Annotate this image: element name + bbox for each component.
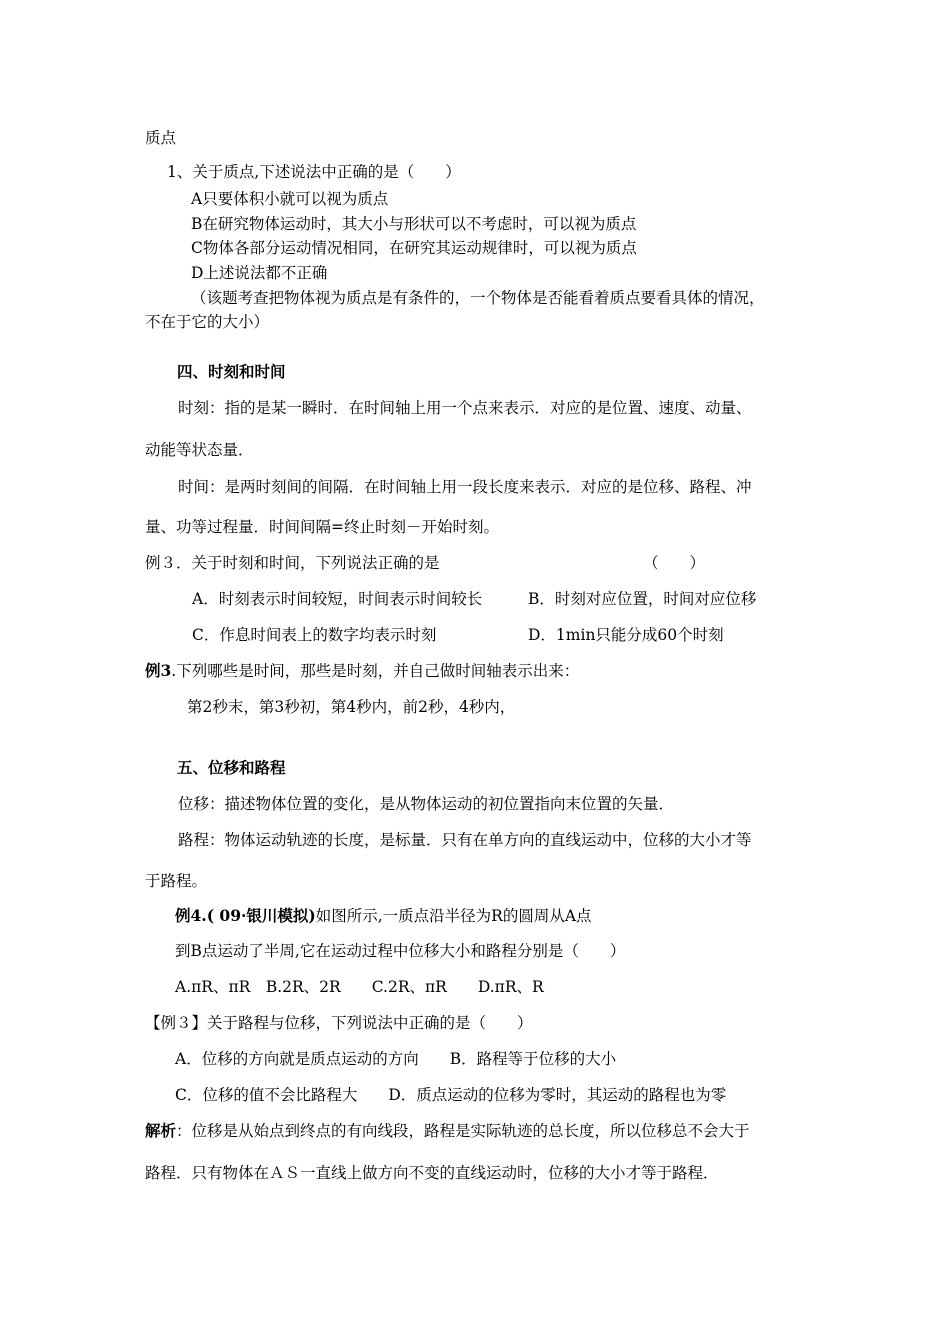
question-1-option-c: C物体各部分运动情况相同，在研究其运动规律时，可以视为质点 [191, 239, 637, 257]
weiyi-definition: 位移：描述物体位置的变化，是从物体运动的初位置指向末位置的矢量． [178, 795, 675, 813]
example-3b-line [145, 661, 579, 681]
shijian-definition-line2: 量、功等过程量．时间间隔=终止时刻－开始时刻。 [145, 518, 499, 536]
example-4-stem-line2: 到B点运动了半周,它在运动过程中位移大小和路程分别是（ ） [175, 942, 626, 960]
example-3b-items: 第2秒末，第3秒初，第4秒内，前2秒，4秒内， [187, 698, 516, 716]
example-4-options: A.πR、πR B.2R、2R C.2R、πR D.πR、R [175, 978, 544, 996]
example-4-stem-1: 如图所示,一质点沿半径为R的圆周从A点 [315, 907, 592, 925]
example-3b-stem: .下列哪些是时间，那些是时刻，并自己做时间轴表示出来： [171, 662, 580, 680]
shijian-definition-line1: 时间：是两时刻间的间隔．在时间轴上用一段长度来表示．对应的是位移、路程、冲 [178, 478, 752, 496]
question-1-option-d: D上述说法都不正确 [191, 264, 328, 282]
example-4-label: 例4 [175, 906, 202, 925]
question-1-option-a: A只要体积小就可以视为质点 [191, 190, 389, 208]
section-4-title: 四、时刻和时间 [177, 362, 286, 381]
example-3a-option-c: C．作息时间表上的数字均表示时刻 [192, 626, 437, 644]
example-3a-option-a: A．时刻表示时间较短，时间表示时间较长 [192, 590, 483, 608]
section-5-title: 五、位移和路程 [177, 758, 286, 777]
example-3a-stem: 例３．关于时刻和时间，下列说法正确的是 [145, 554, 440, 572]
example-3c-options-cd: C．位移的值不会比路程大 D．质点运动的位移为零时，其运动的路程也为零 [175, 1086, 727, 1104]
example-3c-stem: 【例３】关于路程与位移，下列说法中正确的是（ ） [145, 1014, 533, 1032]
lucheng-definition-line1: 路程：物体运动轨迹的长度，是标量．只有在单方向的直线运动中，位移的大小才等 [178, 831, 752, 849]
example-4-source: .( 09·银川模拟) [201, 906, 316, 925]
shike-definition-line1: 时刻：指的是某一瞬时．在时间轴上用一个点来表示．对应的是位置、速度、动量、 [178, 399, 752, 417]
example-3b-label: 例3 [145, 661, 172, 680]
analysis-text-1: ：位移是从始点到终点的有向线段，路程是实际轨迹的总长度，所以位移总不会大于 [176, 1122, 750, 1140]
question-1-note-line1: （该题考查把物体视为质点是有条件的，一个物体是否能看着质点要看具体的情况， [191, 289, 765, 307]
example-3c-options-ab: A．位移的方向就是质点运动的方向 B．路程等于位移的大小 [175, 1050, 617, 1068]
example-3a-option-d: D．1min只能分成60个时刻 [528, 626, 724, 644]
heading-zhidian: 质点 [145, 129, 177, 147]
question-1-option-b: B在研究物体运动时，其大小与形状可以不考虑时，可以视为质点 [191, 215, 637, 233]
example-4-line1 [175, 906, 592, 926]
example-3a-option-b: B．时刻对应位置，时间对应位移 [528, 590, 757, 608]
shike-definition-line2: 动能等状态量． [145, 441, 254, 459]
analysis-line1 [145, 1121, 750, 1141]
analysis-label: 解析 [145, 1121, 177, 1140]
question-1-stem: 1、关于质点,下述说法中正确的是（ ） [167, 163, 461, 181]
example-3a-answer-paren: （ ） [643, 554, 706, 572]
analysis-line2: 路程．只有物体在ＡＳ一直线上做方向不变的直线运动时，位移的大小才等于路程． [145, 1164, 719, 1182]
question-1-note-line2: 不在于它的大小） [145, 313, 270, 331]
lucheng-definition-line2: 于路程。 [145, 872, 208, 890]
